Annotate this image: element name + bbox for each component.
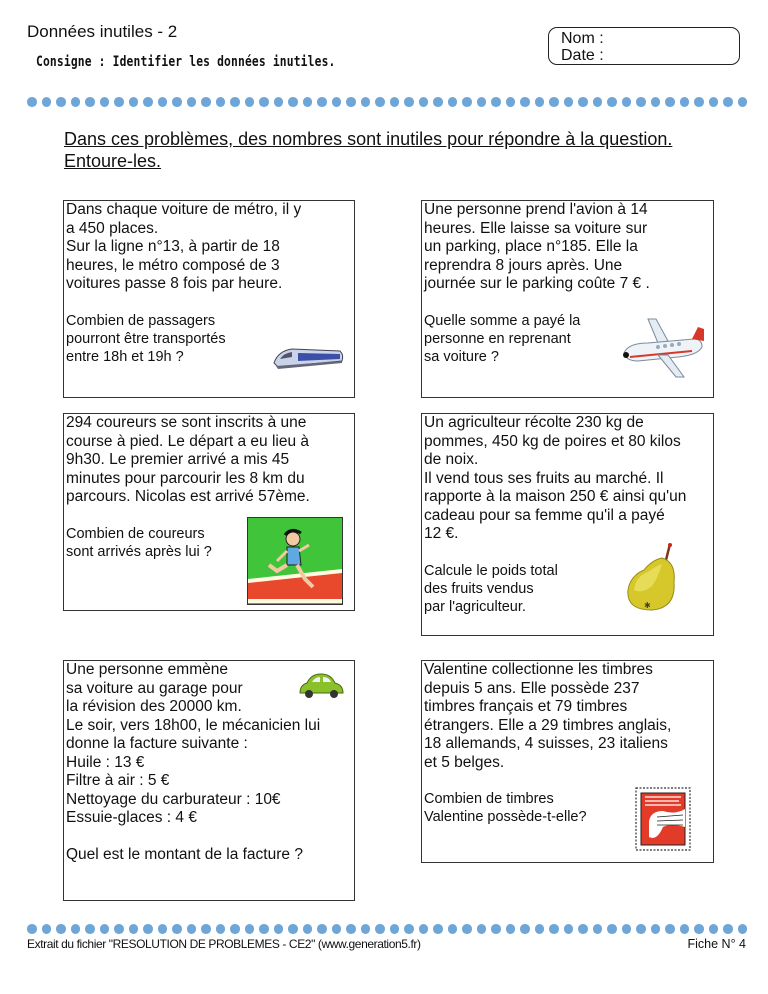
dot — [491, 924, 501, 934]
text-line: Huile : 13 € — [66, 753, 145, 771]
question-line: sont arrivés après lui ? — [66, 543, 212, 560]
dot — [477, 924, 487, 934]
dot — [448, 924, 458, 934]
pear-icon — [622, 542, 688, 614]
dot — [390, 97, 400, 107]
text-line: et 5 belges. — [424, 753, 505, 771]
text-line: Une personne emmène — [66, 661, 228, 678]
dot — [187, 924, 197, 934]
dot — [636, 924, 646, 934]
question-line: Combien de coureurs — [66, 525, 205, 542]
dot — [114, 97, 124, 107]
question-line: des fruits vendus — [424, 580, 534, 597]
dot — [42, 924, 52, 934]
text-line: 294 coureurs se sont inscrits à une — [66, 414, 307, 431]
question-line: Quel est le montant de la facture ? — [66, 845, 303, 863]
dot — [651, 97, 661, 107]
train-icon — [270, 333, 346, 373]
dot — [477, 97, 487, 107]
dot — [129, 97, 139, 107]
dot — [332, 97, 342, 107]
dot — [680, 97, 690, 107]
dot — [143, 97, 153, 107]
question-line: Combien de timbres — [424, 791, 554, 807]
dot — [216, 924, 226, 934]
question-line: sa voiture ? — [424, 348, 499, 365]
dot — [216, 97, 226, 107]
dot — [158, 97, 168, 107]
dot — [738, 97, 748, 107]
dot — [259, 924, 269, 934]
text-line: journée sur le parking coûte 7 € . — [424, 275, 650, 292]
dot — [723, 97, 733, 107]
dot — [433, 97, 443, 107]
text-line: course à pied. Le départ a eu lieu à — [66, 432, 310, 450]
svg-text:✱: ✱ — [644, 601, 651, 610]
dot — [71, 924, 81, 934]
car-icon — [297, 671, 345, 701]
instructions: Dans ces problèmes, des nombres sont inutiles pour répondre à la question. Entoure-les. — [64, 129, 673, 171]
dot — [274, 924, 284, 934]
dot — [404, 97, 414, 107]
dot — [100, 97, 110, 107]
dot — [491, 97, 501, 107]
dot — [651, 924, 661, 934]
dot — [317, 924, 327, 934]
problem-2 — [421, 200, 714, 398]
text-line: donne la facture suivante : — [66, 735, 248, 752]
dot — [361, 97, 371, 107]
dot — [433, 924, 443, 934]
text-line: Filtre à air : 5 € — [66, 772, 170, 789]
text-line: rapporte à la maison 250 € ainsi qu'un — [424, 488, 687, 505]
dot — [114, 924, 124, 934]
question-line: Quelle somme a payé la — [424, 312, 581, 329]
dot — [361, 924, 371, 934]
name-label: Nom : — [561, 30, 604, 47]
dot — [680, 924, 690, 934]
dot — [375, 924, 385, 934]
dot — [85, 97, 95, 107]
problem-5 — [63, 660, 355, 901]
text-line: Dans chaque voiture de métro, il y — [66, 201, 302, 218]
dot — [593, 924, 603, 934]
text-line: 18 allemands, 4 suisses, 23 italiens — [424, 735, 668, 752]
dot — [390, 924, 400, 934]
question-line: pourront être transportés — [66, 330, 226, 347]
text-line: de noix. — [424, 451, 479, 468]
consigne: Consigne : Identifier les données inutiles. — [36, 54, 336, 70]
dot — [535, 97, 545, 107]
question-line: Valentine possède-t-elle? — [424, 809, 587, 825]
dot — [317, 97, 327, 107]
dot — [564, 97, 574, 107]
dot — [448, 97, 458, 107]
problem-4 — [421, 413, 714, 636]
worksheet-title: Données inutiles - 2 — [27, 22, 178, 41]
dot — [346, 97, 356, 107]
dot — [245, 924, 255, 934]
dot — [303, 97, 313, 107]
footer-source: Extrait du fichier "RESOLUTION DE PROBLEMES - CE2" (www.generation5.fr) — [27, 937, 421, 951]
dot — [230, 97, 240, 107]
dot — [303, 924, 313, 934]
text-line: Essuie-glaces : 4 € — [66, 809, 197, 826]
airplane-icon — [618, 315, 708, 381]
dot — [578, 924, 588, 934]
text-line: Une personne prend l'avion à 14 — [424, 201, 648, 218]
dot — [462, 924, 472, 934]
dot — [520, 97, 530, 107]
text-line: pommes, 450 kg de poires et 80 kilos — [424, 432, 681, 450]
dot — [230, 924, 240, 934]
stamp-icon — [635, 787, 691, 851]
dot — [201, 97, 211, 107]
fiche-number: Fiche N° 4 — [687, 937, 746, 951]
dot — [709, 97, 719, 107]
dot — [27, 924, 37, 934]
dot — [607, 924, 617, 934]
dot — [506, 97, 516, 107]
question-line: Calcule le poids total — [424, 562, 558, 579]
question-line: personne en reprenant — [424, 330, 571, 347]
dot — [607, 97, 617, 107]
dot — [56, 924, 66, 934]
dot — [665, 97, 675, 107]
text-line: a 450 places. — [66, 219, 159, 237]
dot — [129, 924, 139, 934]
name-date-box — [548, 27, 740, 65]
dot — [462, 97, 472, 107]
dot — [346, 924, 356, 934]
question-line: Combien de passagers — [66, 312, 216, 329]
dot — [201, 924, 211, 934]
text-line: timbres français et 79 timbres — [424, 698, 628, 715]
dot — [535, 924, 545, 934]
dot — [520, 924, 530, 934]
text-line: Valentine collectionne les timbres — [424, 661, 653, 678]
dot — [506, 924, 516, 934]
dot — [245, 97, 255, 107]
dot — [419, 924, 429, 934]
question-line: entre 18h et 19h ? — [66, 348, 184, 365]
dot — [288, 924, 298, 934]
dotted-separator-top — [27, 97, 747, 109]
text-line: heures. Elle laisse sa voiture sur — [424, 219, 648, 237]
dot — [622, 97, 632, 107]
problem-3 — [63, 413, 355, 611]
dot — [27, 97, 37, 107]
text-line: parcours. Nicolas est arrivé 57ème. — [66, 488, 310, 505]
dot — [85, 924, 95, 934]
text-line: 12 €. — [424, 525, 459, 542]
text-line: cadeau pour sa femme qu'il a payé — [424, 506, 665, 524]
question-line: par l'agriculteur. — [424, 598, 526, 615]
text-line: Le soir, vers 18h00, le mécanicien lui — [66, 716, 321, 734]
dot — [593, 97, 603, 107]
dot — [404, 924, 414, 934]
dot — [172, 924, 182, 934]
dot — [578, 97, 588, 107]
dot — [100, 924, 110, 934]
problem-6 — [421, 660, 714, 863]
text-line: étrangers. Elle a 29 timbres anglais, — [424, 716, 672, 734]
text-line: Sur la ligne n°13, à partir de 18 — [66, 238, 280, 255]
dot — [375, 97, 385, 107]
dot — [172, 97, 182, 107]
text-line: un parking, place n°185. Elle la — [424, 238, 638, 255]
dot — [665, 924, 675, 934]
text-line: minutes pour parcourir les 8 km du — [66, 469, 305, 487]
dot — [564, 924, 574, 934]
dot — [738, 924, 748, 934]
text-line: sa voiture au garage pour — [66, 679, 243, 697]
dot — [158, 924, 168, 934]
dot — [723, 924, 733, 934]
dot — [143, 924, 153, 934]
dot — [259, 97, 269, 107]
dot — [56, 97, 66, 107]
text-line: Nettoyage du carburateur : 10€ — [66, 790, 281, 808]
dot — [694, 97, 704, 107]
text-line: heures, le métro composé de 3 — [66, 256, 280, 274]
text-line: la révision des 20000 km. — [66, 698, 242, 715]
dot — [709, 924, 719, 934]
dot — [332, 924, 342, 934]
problem-1 — [63, 200, 355, 398]
dot — [42, 97, 52, 107]
dot — [419, 97, 429, 107]
dot — [274, 97, 284, 107]
dot — [187, 97, 197, 107]
dot — [288, 97, 298, 107]
text-line: 9h30. Le premier arrivé a mis 45 — [66, 451, 290, 468]
text-line: Il vend tous ses fruits au marché. Il — [424, 469, 664, 487]
text-line: depuis 5 ans. Elle possède 237 — [424, 679, 640, 697]
dotted-separator-bottom — [27, 924, 747, 936]
text-line: Un agriculteur récolte 230 kg de — [424, 414, 644, 431]
dot — [549, 924, 559, 934]
runner-icon — [247, 517, 343, 605]
dot — [694, 924, 704, 934]
text-line: voitures passe 8 fois par heure. — [66, 275, 283, 292]
text-line: reprendra 8 jours après. Une — [424, 256, 623, 274]
dot — [636, 97, 646, 107]
dot — [622, 924, 632, 934]
date-label: Date : — [561, 47, 604, 64]
dot — [71, 97, 81, 107]
dot — [549, 97, 559, 107]
